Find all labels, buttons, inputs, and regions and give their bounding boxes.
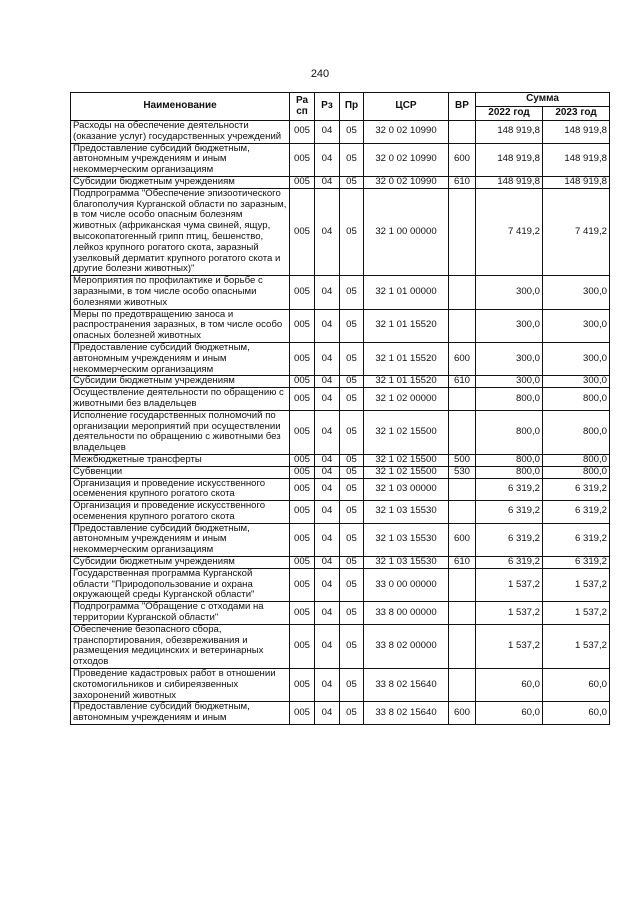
row-vr: 600 (449, 342, 476, 375)
row-vr (449, 568, 476, 601)
table-row (71, 276, 610, 309)
row-sum-2023: 6 319,2 (543, 478, 610, 501)
row-name: Осуществление деятельности по обращению с животными без владельцев (71, 388, 290, 411)
row-csr: 32 1 02 15500 (364, 410, 449, 454)
row-sum-2022: 1 537,2 (476, 602, 543, 625)
row-sum-2023: 800,0 (543, 410, 610, 454)
row-vr (449, 410, 476, 454)
table-row (71, 602, 610, 625)
row-rz: 04 (315, 702, 340, 725)
row-name: Предоставление субсидий бюджетным, автономным учреждениям и иным некоммерческим организациям (71, 143, 290, 176)
header-vr: ВР (449, 93, 476, 121)
row-sum-2023: 60,0 (543, 702, 610, 725)
row-vr: 610 (449, 376, 476, 388)
row-name: Меры по предотвращению заноса и распространения заразных, в том числе особо опасных болезней животных (71, 309, 290, 342)
row-rasp: 005 (290, 176, 315, 188)
row-sum-2022: 300,0 (476, 342, 543, 375)
row-sum-2022: 148 919,8 (476, 176, 543, 188)
row-name: Предоставление субсидий бюджетным, автономным учреждениям и иным (71, 702, 290, 725)
row-name: Субвенции (71, 466, 290, 478)
row-rz: 04 (315, 143, 340, 176)
row-csr: 32 1 02 15500 (364, 454, 449, 466)
row-sum-2023: 300,0 (543, 342, 610, 375)
row-sum-2022: 6 319,2 (476, 557, 543, 569)
row-vr (449, 309, 476, 342)
row-rz: 04 (315, 176, 340, 188)
row-rz: 04 (315, 342, 340, 375)
table-row (71, 342, 610, 375)
header-csr: ЦСР (364, 93, 449, 121)
table-row (71, 466, 610, 478)
row-csr: 32 0 02 10990 (364, 176, 449, 188)
row-rz: 04 (315, 121, 340, 144)
row-name: Межбюджетные трансферты (71, 454, 290, 466)
row-rasp: 005 (290, 276, 315, 309)
row-csr: 33 8 02 00000 (364, 624, 449, 668)
table-row (71, 501, 610, 524)
row-rasp: 005 (290, 478, 315, 501)
row-csr: 33 8 02 15640 (364, 702, 449, 725)
row-sum-2023: 6 319,2 (543, 557, 610, 569)
row-pr: 05 (340, 466, 364, 478)
row-name: Подпрограмма "Обращение с отходами на территории Курганской области" (71, 602, 290, 625)
row-vr: 610 (449, 557, 476, 569)
row-sum-2023: 148 919,8 (543, 176, 610, 188)
row-csr: 32 1 00 00000 (364, 188, 449, 275)
row-sum-2023: 800,0 (543, 466, 610, 478)
row-sum-2022: 1 537,2 (476, 568, 543, 601)
row-rasp: 005 (290, 376, 315, 388)
row-csr: 32 1 02 15500 (364, 466, 449, 478)
row-sum-2023: 6 319,2 (543, 523, 610, 556)
row-rasp: 005 (290, 557, 315, 569)
row-sum-2023: 1 537,2 (543, 568, 610, 601)
row-csr: 32 0 02 10990 (364, 121, 449, 144)
row-rz: 04 (315, 188, 340, 275)
row-vr: 600 (449, 523, 476, 556)
row-sum-2023: 300,0 (543, 376, 610, 388)
row-sum-2022: 6 319,2 (476, 501, 543, 524)
row-name: Мероприятия по профилактике и борьбе с заразными, в том числе особо опасными болезнями животных (71, 276, 290, 309)
row-sum-2023: 800,0 (543, 388, 610, 411)
row-name: Проведение кадастровых работ в отношении скотомогильников и сибиреязвенных захоронений животных (71, 669, 290, 702)
row-csr: 32 1 03 15530 (364, 501, 449, 524)
table-row (71, 454, 610, 466)
row-pr: 05 (340, 602, 364, 625)
table-header (71, 93, 610, 121)
row-pr: 05 (340, 568, 364, 601)
row-rasp: 005 (290, 388, 315, 411)
header-rasp: Ра сп (290, 93, 315, 121)
row-pr: 05 (340, 557, 364, 569)
row-name: Подпрограмма "Обеспечение эпизоотического благополучия Курганской области по заразным, в том числе особо опасным болезням животных (африканская чума свиней, ящур, высокопатогенный грипп птиц, бешенство, лейкоз крупного рогатого скота, заразный узелковый дерматит крупного рогатого скота и другие болезни животных)" (71, 188, 290, 275)
row-csr: 32 1 01 15520 (364, 342, 449, 375)
header-year-2023: 2023 год (543, 107, 610, 121)
row-sum-2022: 148 919,8 (476, 121, 543, 144)
row-sum-2023: 6 319,2 (543, 501, 610, 524)
table-body (71, 121, 610, 725)
row-name: Субсидии бюджетным учреждениям (71, 557, 290, 569)
row-csr: 32 1 01 15520 (364, 309, 449, 342)
row-rasp: 005 (290, 121, 315, 144)
row-rz: 04 (315, 309, 340, 342)
row-pr: 05 (340, 342, 364, 375)
row-rz: 04 (315, 410, 340, 454)
table-row (71, 523, 610, 556)
row-rz: 04 (315, 624, 340, 668)
row-pr: 05 (340, 309, 364, 342)
row-pr: 05 (340, 121, 364, 144)
table-row (71, 309, 610, 342)
row-pr: 05 (340, 188, 364, 275)
row-name: Субсидии бюджетным учреждениям (71, 176, 290, 188)
row-rasp: 005 (290, 523, 315, 556)
table-row (71, 557, 610, 569)
row-csr: 32 1 02 00000 (364, 388, 449, 411)
row-sum-2023: 60,0 (543, 669, 610, 702)
table-row (71, 188, 610, 275)
row-vr: 610 (449, 176, 476, 188)
row-name: Исполнение государственных полномочий по организации мероприятий при осуществлении деятельности по обращению с животными без владельцев (71, 410, 290, 454)
row-name: Государственная программа Курганской области "Природопользование и охрана окружающей среды Курганской области" (71, 568, 290, 601)
table-row (71, 478, 610, 501)
row-rz: 04 (315, 376, 340, 388)
row-sum-2022: 800,0 (476, 454, 543, 466)
row-vr (449, 624, 476, 668)
row-rz: 04 (315, 669, 340, 702)
header-sum: Сумма (476, 93, 610, 107)
row-csr: 33 8 02 15640 (364, 669, 449, 702)
row-vr: 500 (449, 454, 476, 466)
row-pr: 05 (340, 669, 364, 702)
row-rasp: 005 (290, 702, 315, 725)
table-row (71, 143, 610, 176)
table-row (71, 388, 610, 411)
row-pr: 05 (340, 702, 364, 725)
header-year-2022: 2022 год (476, 107, 543, 121)
row-vr (449, 478, 476, 501)
row-name: Организация и проведение искусственного осеменения крупного рогатого скота (71, 478, 290, 501)
budget-table (70, 92, 610, 725)
row-sum-2023: 800,0 (543, 454, 610, 466)
row-rasp: 005 (290, 602, 315, 625)
row-csr: 32 1 01 15520 (364, 376, 449, 388)
row-csr: 33 8 00 00000 (364, 602, 449, 625)
row-vr (449, 276, 476, 309)
row-vr (449, 602, 476, 625)
header-rz: Рз (315, 93, 340, 121)
table-row (71, 121, 610, 144)
row-pr: 05 (340, 388, 364, 411)
row-sum-2023: 7 419,2 (543, 188, 610, 275)
row-vr (449, 388, 476, 411)
row-sum-2022: 6 319,2 (476, 523, 543, 556)
row-rasp: 005 (290, 188, 315, 275)
row-sum-2022: 800,0 (476, 388, 543, 411)
row-pr: 05 (340, 276, 364, 309)
row-csr: 32 1 01 00000 (364, 276, 449, 309)
row-sum-2023: 300,0 (543, 276, 610, 309)
row-sum-2022: 60,0 (476, 669, 543, 702)
row-rz: 04 (315, 602, 340, 625)
row-vr (449, 669, 476, 702)
header-name: Наименование (71, 93, 290, 121)
row-rasp: 005 (290, 466, 315, 478)
table-row (71, 176, 610, 188)
row-sum-2022: 300,0 (476, 309, 543, 342)
page-number: 240 (310, 68, 330, 80)
row-sum-2023: 1 537,2 (543, 624, 610, 668)
row-pr: 05 (340, 176, 364, 188)
row-pr: 05 (340, 376, 364, 388)
row-pr: 05 (340, 454, 364, 466)
row-rz: 04 (315, 276, 340, 309)
row-rasp: 005 (290, 309, 315, 342)
table-row (71, 376, 610, 388)
row-rasp: 005 (290, 624, 315, 668)
row-sum-2022: 60,0 (476, 702, 543, 725)
row-rz: 04 (315, 388, 340, 411)
row-sum-2022: 300,0 (476, 376, 543, 388)
row-rasp: 005 (290, 568, 315, 601)
row-sum-2023: 300,0 (543, 309, 610, 342)
row-pr: 05 (340, 501, 364, 524)
row-pr: 05 (340, 410, 364, 454)
row-vr (449, 121, 476, 144)
row-name: Предоставление субсидий бюджетным, автономным учреждениям и иным некоммерческим организациям (71, 342, 290, 375)
row-rz: 04 (315, 568, 340, 601)
row-sum-2022: 6 319,2 (476, 478, 543, 501)
row-rz: 04 (315, 501, 340, 524)
row-csr: 33 0 00 00000 (364, 568, 449, 601)
row-name: Обеспечение безопасного сбора, транспортирования, обезвреживания и размещения медицинских и ветеринарных отходов (71, 624, 290, 668)
row-sum-2022: 7 419,2 (476, 188, 543, 275)
row-rasp: 005 (290, 501, 315, 524)
table-row (71, 669, 610, 702)
row-pr: 05 (340, 624, 364, 668)
row-rz: 04 (315, 478, 340, 501)
row-pr: 05 (340, 478, 364, 501)
row-csr: 32 1 03 15530 (364, 523, 449, 556)
row-csr: 32 1 03 15530 (364, 557, 449, 569)
row-sum-2022: 800,0 (476, 466, 543, 478)
row-sum-2022: 1 537,2 (476, 624, 543, 668)
row-rasp: 005 (290, 454, 315, 466)
row-rasp: 005 (290, 342, 315, 375)
row-rasp: 005 (290, 143, 315, 176)
row-sum-2023: 148 919,8 (543, 121, 610, 144)
row-sum-2023: 1 537,2 (543, 602, 610, 625)
row-pr: 05 (340, 523, 364, 556)
row-sum-2022: 148 919,8 (476, 143, 543, 176)
row-vr: 600 (449, 702, 476, 725)
row-csr: 32 0 02 10990 (364, 143, 449, 176)
row-name: Расходы на обеспечение деятельности (оказание услуг) государственных учреждений (71, 121, 290, 144)
table-row (71, 702, 610, 725)
table-row (71, 624, 610, 668)
row-name: Предоставление субсидий бюджетным, автономным учреждениям и иным некоммерческим организациям (71, 523, 290, 556)
row-name: Организация и проведение искусственного осеменения крупного рогатого скота (71, 501, 290, 524)
row-sum-2022: 300,0 (476, 276, 543, 309)
row-vr (449, 188, 476, 275)
row-pr: 05 (340, 143, 364, 176)
row-vr (449, 501, 476, 524)
row-csr: 32 1 03 00000 (364, 478, 449, 501)
row-rz: 04 (315, 466, 340, 478)
row-rz: 04 (315, 523, 340, 556)
table-row (71, 568, 610, 601)
row-vr: 600 (449, 143, 476, 176)
row-sum-2022: 800,0 (476, 410, 543, 454)
row-rasp: 005 (290, 410, 315, 454)
row-name: Субсидии бюджетным учреждениям (71, 376, 290, 388)
row-rz: 04 (315, 557, 340, 569)
row-vr: 530 (449, 466, 476, 478)
header-pr: Пр (340, 93, 364, 121)
row-rasp: 005 (290, 669, 315, 702)
row-rz: 04 (315, 454, 340, 466)
row-sum-2023: 148 919,8 (543, 143, 610, 176)
table-row (71, 410, 610, 454)
